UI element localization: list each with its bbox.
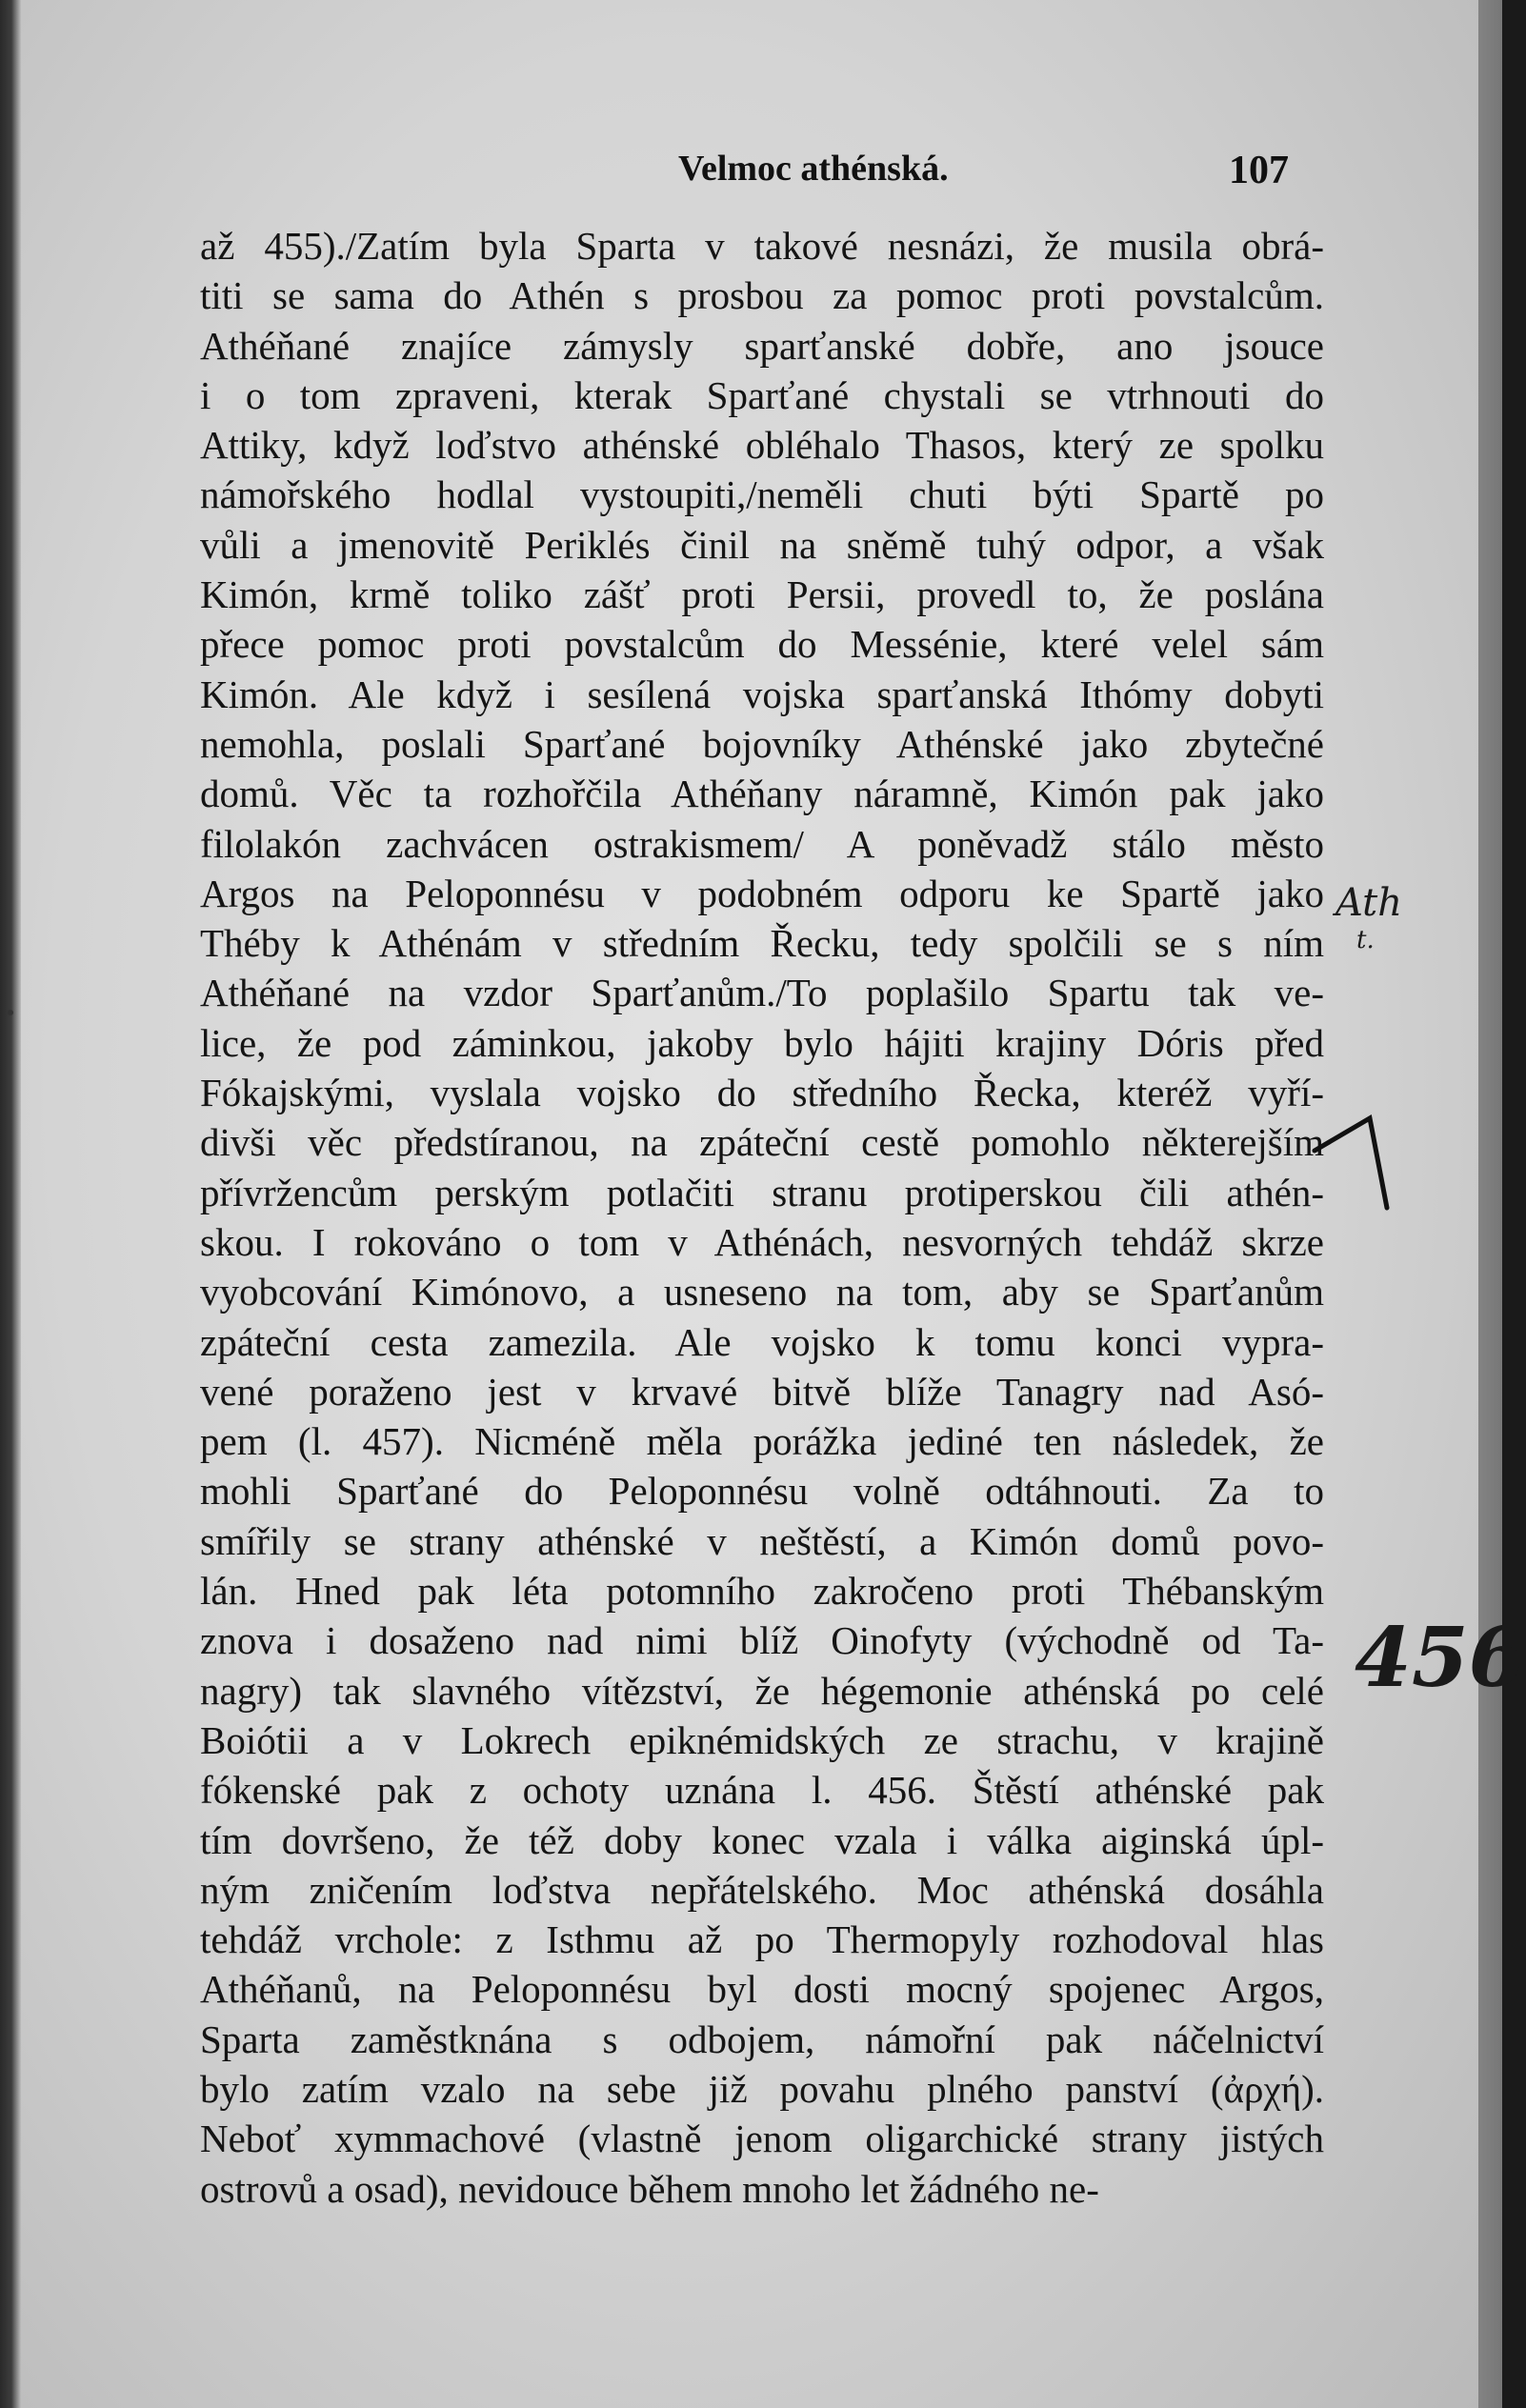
text-line: Athéňanů, na Peloponnésu byl dosti mocný spojenec Argos, bbox=[200, 1967, 1324, 2012]
text-line: divši věc předstíranou, na zpáteční cestě pomohlo některejším bbox=[200, 1120, 1324, 1165]
margin-annotation: t. bbox=[1356, 926, 1375, 954]
text-line: Kimón. Ale když i sesílená vojska sparťanská Ithómy dobyti bbox=[200, 672, 1324, 716]
text-line: nagry) tak slavného vítězství, že hégemonie athénská po celé bbox=[200, 1668, 1324, 1713]
running-title: Velmoc athénská. bbox=[678, 149, 949, 189]
page-edge-mark bbox=[8, 1010, 13, 1015]
text-line: vené poraženo jest v krvavé bitvě blíže Tanagry nad Asó- bbox=[200, 1369, 1324, 1414]
text-line: lán. Hned pak léta potomního zakročeno proti Thébanským bbox=[200, 1569, 1324, 1614]
text-line: Boiótii a v Lokrech epiknémidských ze strachu, v krajině bbox=[200, 1717, 1324, 1762]
text-line: smířily se strany athénské v neštěstí, a Kimón domů povo- bbox=[200, 1518, 1324, 1563]
text-line: domů. Věc ta rozhořčila Athéňany náramně, Kimón pak jako bbox=[200, 772, 1324, 816]
text-line: Fókajskými, vyslala vojsko do středního Řecka, kteréž vyří- bbox=[200, 1071, 1324, 1115]
text-line: vůli a jmenovitě Periklés činil na sněmě tuhý odpor, a však bbox=[200, 522, 1324, 567]
text-line: až 455)./Zatím byla Sparta v takové nesnázi, že musila obrá- bbox=[200, 224, 1324, 268]
text-line: námořského hodlal vystoupiti,/neměli chuti býti Spartě po bbox=[200, 472, 1324, 517]
text-line: tehdáž vrchole: z Isthmu až po Thermopyly rozhodoval hlas bbox=[200, 1917, 1324, 1962]
text-line: skou. I rokováno o tom v Athénách, nesvorných tehdáž skrze bbox=[200, 1219, 1324, 1264]
text-line: nemohla, poslali Sparťané bojovníky Athénské jako zbytečné bbox=[200, 721, 1324, 766]
text-line: Sparta zaměstknána s odbojem, námořní pak náčelnictví bbox=[200, 2017, 1324, 2061]
text-line: fókenské pak z ochoty uznána l. 456. Štěstí athénské pak bbox=[200, 1768, 1324, 1813]
text-line: ným zničením loďstva nepřátelského. Moc athénská dosáhla bbox=[200, 1867, 1324, 1912]
text-line: ostrovů a osad), nevidouce během mnoho let žádného ne- bbox=[200, 2166, 1099, 2211]
text-line: Athéňané znajíce zámysly sparťanské dobře, ano jsouce bbox=[200, 323, 1324, 368]
body-text bbox=[200, 221, 1324, 2214]
text-line: přece pomoc proti povstalcům do Messénie, které velel sám bbox=[200, 622, 1324, 667]
text-line: Neboť xymmachové (vlastně jenom oligarchické strany jistých bbox=[200, 2117, 1324, 2161]
text-line: bylo zatím vzalo na sebe již povahu plného panství (ἀρχή). bbox=[200, 2066, 1324, 2111]
text-line: Kimón, krmě toliko zášť proti Persii, provedl to, že poslána bbox=[200, 572, 1324, 617]
text-line: lice, že pod záminkou, jakoby bylo hájiti krajiny Dóris před bbox=[200, 1020, 1324, 1065]
margin-annotation-year: 456 bbox=[1355, 1610, 1526, 1706]
page-number: 107 bbox=[1229, 149, 1289, 192]
text-line: Théby k Athénám v středním Řecku, tedy spolčili se s ním bbox=[200, 921, 1324, 966]
text-line: mohli Sparťané do Peloponnésu volně odtáhnouti. Za to bbox=[200, 1469, 1324, 1514]
text-line: zpáteční cesta zamezila. Ale vojsko k tomu konci vypra- bbox=[200, 1319, 1324, 1364]
text-line: filolakón zachvácen ostrakismem/ A poněvadž stálo město bbox=[200, 821, 1324, 866]
text-line: pem (l. 457). Nicméně měla porážka jediné ten následek, že bbox=[200, 1419, 1324, 1464]
book-page bbox=[21, 0, 1526, 2408]
handwritten-bracket-mark bbox=[1313, 1113, 1389, 1217]
text-line: titi se sama do Athén s prosbou za pomoc proti povstalcům. bbox=[200, 273, 1324, 318]
text-line: znova i dosaženo nad nimi blíž Oinofyty (východně od Ta- bbox=[200, 1618, 1324, 1663]
text-line: přívržencům perským potlačiti stranu protiperskou čili athén- bbox=[200, 1170, 1324, 1214]
text-line: Athéňané na vzdor Sparťanům./To poplašilo Spartu tak ve- bbox=[200, 971, 1324, 1015]
text-line: vyobcování Kimónovo, a usneseno na tom, aby se Sparťanům bbox=[200, 1270, 1324, 1314]
text-line: Attiky, když loďstvo athénské obléhalo Thasos, který ze spolku bbox=[200, 423, 1324, 468]
text-line: tím dovršeno, že též doby konec vzala i válka aiginská úpl- bbox=[200, 1817, 1324, 1862]
text-line: Argos na Peloponnésu v podobném odporu ke Spartě jako bbox=[200, 871, 1324, 915]
margin-annotation: Ath bbox=[1335, 881, 1403, 925]
text-line: i o tom zpraveni, kterak Sparťané chystali se vtrhnouti do bbox=[200, 372, 1324, 417]
page-header bbox=[21, 148, 1478, 205]
